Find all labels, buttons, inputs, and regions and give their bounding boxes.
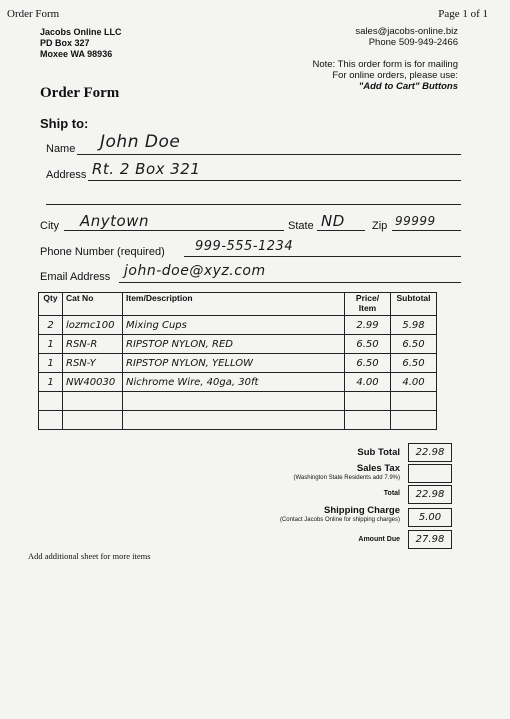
row-cat-no[interactable]: lozmc100: [63, 316, 123, 335]
table-row: [39, 392, 437, 411]
row-qty[interactable]: [39, 411, 63, 430]
company-address-line1: PD Box 327: [40, 38, 90, 48]
header-qty: Qty: [39, 293, 63, 316]
email-value[interactable]: john-doe@xyz.com: [124, 263, 266, 279]
header-subtotal: Subtotal: [391, 293, 437, 316]
phone-underline: [184, 256, 461, 257]
row-cat-no[interactable]: [63, 411, 123, 430]
address-value[interactable]: Rt. 2 Box 321: [92, 160, 201, 178]
email-underline: [119, 282, 461, 283]
page-indicator: Page 1 of 1: [438, 8, 488, 20]
city-value[interactable]: Anytown: [80, 212, 149, 230]
amount-due-box[interactable]: 27.98: [408, 530, 452, 549]
row-item[interactable]: RIPSTOP NYLON, YELLOW: [123, 354, 345, 373]
row-price[interactable]: 2.99: [345, 316, 391, 335]
row-subtotal[interactable]: [391, 392, 437, 411]
city-underline: [64, 230, 284, 231]
total-label: Total: [383, 490, 400, 497]
address-underline: [88, 180, 461, 181]
contact-email: sales@jacobs-online.biz: [355, 26, 458, 37]
row-price[interactable]: [345, 411, 391, 430]
header-price-per-item: Price/ Item: [345, 293, 391, 316]
city-label: City: [40, 220, 59, 232]
name-underline: [77, 154, 461, 155]
order-items-table: [38, 292, 437, 430]
zip-label: Zip: [372, 220, 388, 232]
company-name: Jacobs Online LLC: [40, 27, 122, 37]
row-price[interactable]: 6.50: [345, 354, 391, 373]
shipping-charge-note: (Contact Jacobs Online for shipping charges): [279, 517, 400, 523]
row-subtotal[interactable]: 5.98: [391, 316, 437, 335]
sales-tax-label: Sales Tax: [356, 463, 400, 474]
sub-total-label: Sub Total: [357, 447, 400, 458]
note-line1: Note: This order form is for mailing: [312, 59, 458, 70]
row-item[interactable]: [123, 411, 345, 430]
form-title: Order Form: [40, 85, 120, 101]
row-cat-no[interactable]: [63, 392, 123, 411]
row-subtotal[interactable]: 4.00: [391, 373, 437, 392]
row-item[interactable]: Nichrome Wire, 40ga, 30ft: [123, 373, 345, 392]
row-item[interactable]: Mixing Cups: [123, 316, 345, 335]
row-cat-no[interactable]: RSN-R: [63, 335, 123, 354]
row-qty[interactable]: [39, 392, 63, 411]
phone-label: Phone Number (required): [40, 246, 165, 258]
row-qty[interactable]: 1: [39, 373, 63, 392]
note-line2: For online orders, please use:: [332, 70, 458, 81]
contact-block: [355, 26, 458, 48]
sales-tax-box[interactable]: [408, 464, 452, 483]
table-row: [39, 335, 437, 354]
row-qty[interactable]: 1: [39, 335, 63, 354]
row-subtotal[interactable]: 6.50: [391, 335, 437, 354]
sales-tax-note: (Washington State Residents add 7.9%): [293, 475, 400, 481]
header-item-description: Item/Description: [123, 293, 345, 316]
zip-underline: [392, 230, 461, 231]
contact-phone: Phone 509-949-2466: [368, 37, 458, 48]
amount-due-label: Amount Due: [358, 536, 400, 543]
zip-value[interactable]: 99999: [395, 214, 436, 228]
address-label: Address: [46, 169, 87, 181]
row-price[interactable]: 4.00: [345, 373, 391, 392]
row-subtotal[interactable]: [391, 411, 437, 430]
state-underline: [317, 230, 365, 231]
row-price[interactable]: 6.50: [345, 335, 391, 354]
table-row: [39, 316, 437, 335]
company-address-line2: Moxee WA 98936: [40, 49, 113, 59]
additional-sheet-note: Add additional sheet for more items: [28, 551, 151, 561]
row-qty[interactable]: 1: [39, 354, 63, 373]
state-value[interactable]: ND: [321, 212, 345, 230]
state-label: State: [288, 220, 314, 232]
page-header-title: Order Form: [7, 8, 60, 20]
row-item[interactable]: RIPSTOP NYLON, RED: [123, 335, 345, 354]
table-row: [39, 373, 437, 392]
table-header-row: [39, 293, 437, 316]
table-row: [39, 411, 437, 430]
name-value[interactable]: John Doe: [100, 132, 181, 152]
row-cat-no[interactable]: RSN-Y: [63, 354, 123, 373]
email-label: Email Address: [40, 271, 111, 283]
ship-to-label: Ship to:: [40, 116, 89, 131]
shipping-charge-box[interactable]: 5.00: [408, 508, 452, 527]
row-price[interactable]: [345, 392, 391, 411]
table-row: [39, 354, 437, 373]
company-block: [40, 27, 122, 60]
shipping-charge-label: Shipping Charge: [324, 505, 400, 516]
row-item[interactable]: [123, 392, 345, 411]
note-line3: "Add to Cart" Buttons: [358, 81, 458, 92]
row-subtotal[interactable]: 6.50: [391, 354, 437, 373]
sub-total-box[interactable]: 22.98: [408, 443, 452, 462]
address-underline-2: [46, 204, 461, 205]
total-box[interactable]: 22.98: [408, 485, 452, 504]
name-label: Name: [46, 143, 76, 155]
mailing-note: [312, 59, 458, 92]
header-cat-no: Cat No: [63, 293, 123, 316]
row-qty[interactable]: 2: [39, 316, 63, 335]
row-cat-no[interactable]: NW40030: [63, 373, 123, 392]
phone-value[interactable]: 999-555-1234: [195, 239, 294, 254]
